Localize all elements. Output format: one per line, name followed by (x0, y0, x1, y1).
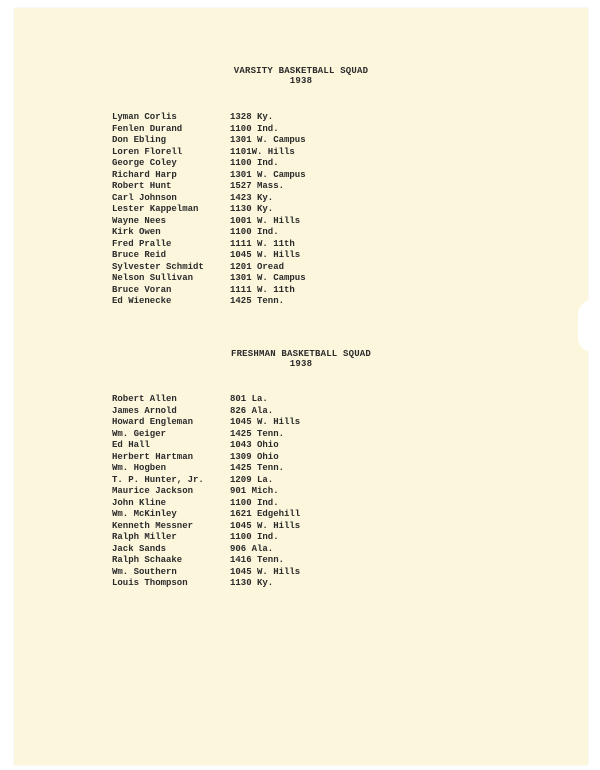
player-address: 1045 W. Hills (230, 250, 301, 260)
player-name: Bruce Reid (112, 250, 167, 260)
roster-row (112, 578, 300, 590)
roster-row (112, 544, 300, 556)
player-name: Don Ebling (112, 135, 167, 145)
player-address: 906 Ala. (230, 543, 274, 554)
player-name: Maurice Jackson (112, 486, 194, 496)
roster-row (112, 394, 300, 406)
roster-row (112, 135, 306, 147)
player-address: 1043 Ohio (230, 440, 279, 450)
player-address: 1045 W. Hills (230, 417, 301, 427)
player-name: Richard Harp (112, 169, 177, 180)
player-name: Carl Johnson (112, 192, 177, 203)
roster-row (112, 147, 306, 159)
player-address: 1423 Ky. (230, 192, 274, 203)
player-name: Herbert Hartman (112, 451, 194, 462)
roster-row (112, 296, 306, 308)
player-name: T. P. Hunter, Jr. (112, 474, 204, 485)
roster-row (112, 486, 300, 498)
player-address: 801 La. (230, 394, 268, 404)
player-address: 1309 Ohio (230, 451, 279, 462)
freshman-year: 1938 (289, 359, 313, 369)
player-name: Fenlen Durand (112, 123, 183, 134)
roster-row (112, 262, 306, 274)
player-address: 1425 Tenn. (230, 296, 285, 306)
player-address: 1425 Tenn. (230, 463, 285, 473)
roster-row (112, 112, 306, 124)
player-address: 1045 W. Hills (230, 566, 301, 577)
player-address: 1301 W. Campus (230, 169, 306, 180)
varsity-title: VARSITY BASKETBALL SQUAD (233, 66, 369, 76)
player-address: 1621 Edgehill (230, 509, 301, 519)
roster-row (112, 521, 300, 533)
document-page (14, 8, 588, 765)
varsity-roster (112, 112, 306, 308)
player-address: 1201 Oread (230, 261, 285, 272)
player-address: 1100 Ind. (230, 532, 279, 542)
roster-row (112, 532, 300, 544)
player-name: Wm. Geiger (112, 428, 167, 439)
player-name: George Coley (112, 158, 177, 168)
roster-row (112, 452, 300, 464)
player-name: Robert Allen (112, 394, 177, 404)
player-address: 826 Ala. (230, 405, 274, 416)
roster-row (112, 273, 306, 285)
player-address: 1100 Ind. (230, 497, 279, 508)
player-name: Ed Hall (112, 440, 150, 450)
roster-row (112, 285, 306, 297)
player-address: 1527 Mass. (230, 181, 285, 191)
player-name: James Arnold (112, 405, 177, 416)
player-name: Howard Engleman (112, 417, 194, 427)
player-name: Kirk Owen (112, 227, 161, 237)
player-address: 1209 La. (230, 474, 274, 485)
roster-row (112, 429, 300, 441)
roster-row (112, 158, 306, 170)
player-name: John Kline (112, 497, 167, 508)
player-name: Fred Pralle (112, 238, 172, 249)
player-address: 901 Mich. (230, 486, 279, 496)
roster-row (112, 417, 300, 429)
roster-row (112, 555, 300, 567)
roster-row (112, 239, 306, 251)
player-name: Wayne Nees (112, 215, 167, 226)
player-address: 1130 Ky. (230, 578, 274, 588)
player-name: Lyman Corlis (112, 112, 177, 122)
freshman-title: FRESHMAN BASKETBALL SQUAD (230, 349, 372, 359)
roster-row (112, 406, 300, 418)
roster-row (112, 567, 300, 579)
player-name: Kenneth Messner (112, 520, 194, 531)
roster-row (112, 498, 300, 510)
player-name: Ralph Miller (112, 532, 177, 542)
roster-row (112, 170, 306, 182)
player-name: Nelson Sullivan (112, 273, 194, 283)
player-name: Robert Hunt (112, 181, 172, 191)
player-address: 1301 W. Campus (230, 135, 306, 145)
player-name: Louis Thompson (112, 578, 188, 588)
roster-row (112, 124, 306, 136)
varsity-year: 1938 (289, 76, 313, 86)
player-name: Jack Sands (112, 543, 167, 554)
player-address: 1045 W. Hills (230, 520, 301, 531)
player-name: Lester Kappelman (112, 204, 199, 214)
roster-row (112, 250, 306, 262)
player-name: Ed Wienecke (112, 296, 172, 306)
player-address: 1111 W. 11th (230, 284, 295, 295)
player-address: 1130 Ky. (230, 204, 274, 214)
roster-row (112, 475, 300, 487)
player-address: 1100 Ind. (230, 123, 279, 134)
player-address: 1328 Ky. (230, 112, 274, 122)
player-address: 1111 W. 11th (230, 238, 295, 249)
player-address: 1100 Ind. (230, 227, 279, 237)
roster-row (112, 227, 306, 239)
roster-row (112, 181, 306, 193)
player-name: Wm. Hogben (112, 463, 167, 473)
page-notch (578, 300, 592, 352)
roster-row (112, 204, 306, 216)
player-address: 1001 W. Hills (230, 215, 301, 226)
player-address: 1416 Tenn. (230, 555, 285, 565)
roster-row (112, 440, 300, 452)
player-name: Loren Florell (112, 146, 183, 157)
roster-row (112, 216, 306, 228)
roster-row (112, 463, 300, 475)
player-address: 1101W. Hills (230, 146, 295, 157)
player-address: 1301 W. Campus (230, 273, 306, 283)
freshman-roster (112, 394, 300, 590)
player-name: Ralph Schaake (112, 555, 183, 565)
roster-row (112, 509, 300, 521)
player-name: Wm. McKinley (112, 509, 177, 519)
player-address: 1100 Ind. (230, 158, 279, 168)
roster-row (112, 193, 306, 205)
player-address: 1425 Tenn. (230, 428, 285, 439)
player-name: Sylvester Schmidt (112, 261, 204, 272)
player-name: Wm. Southern (112, 566, 177, 577)
player-name: Bruce Voran (112, 284, 172, 295)
